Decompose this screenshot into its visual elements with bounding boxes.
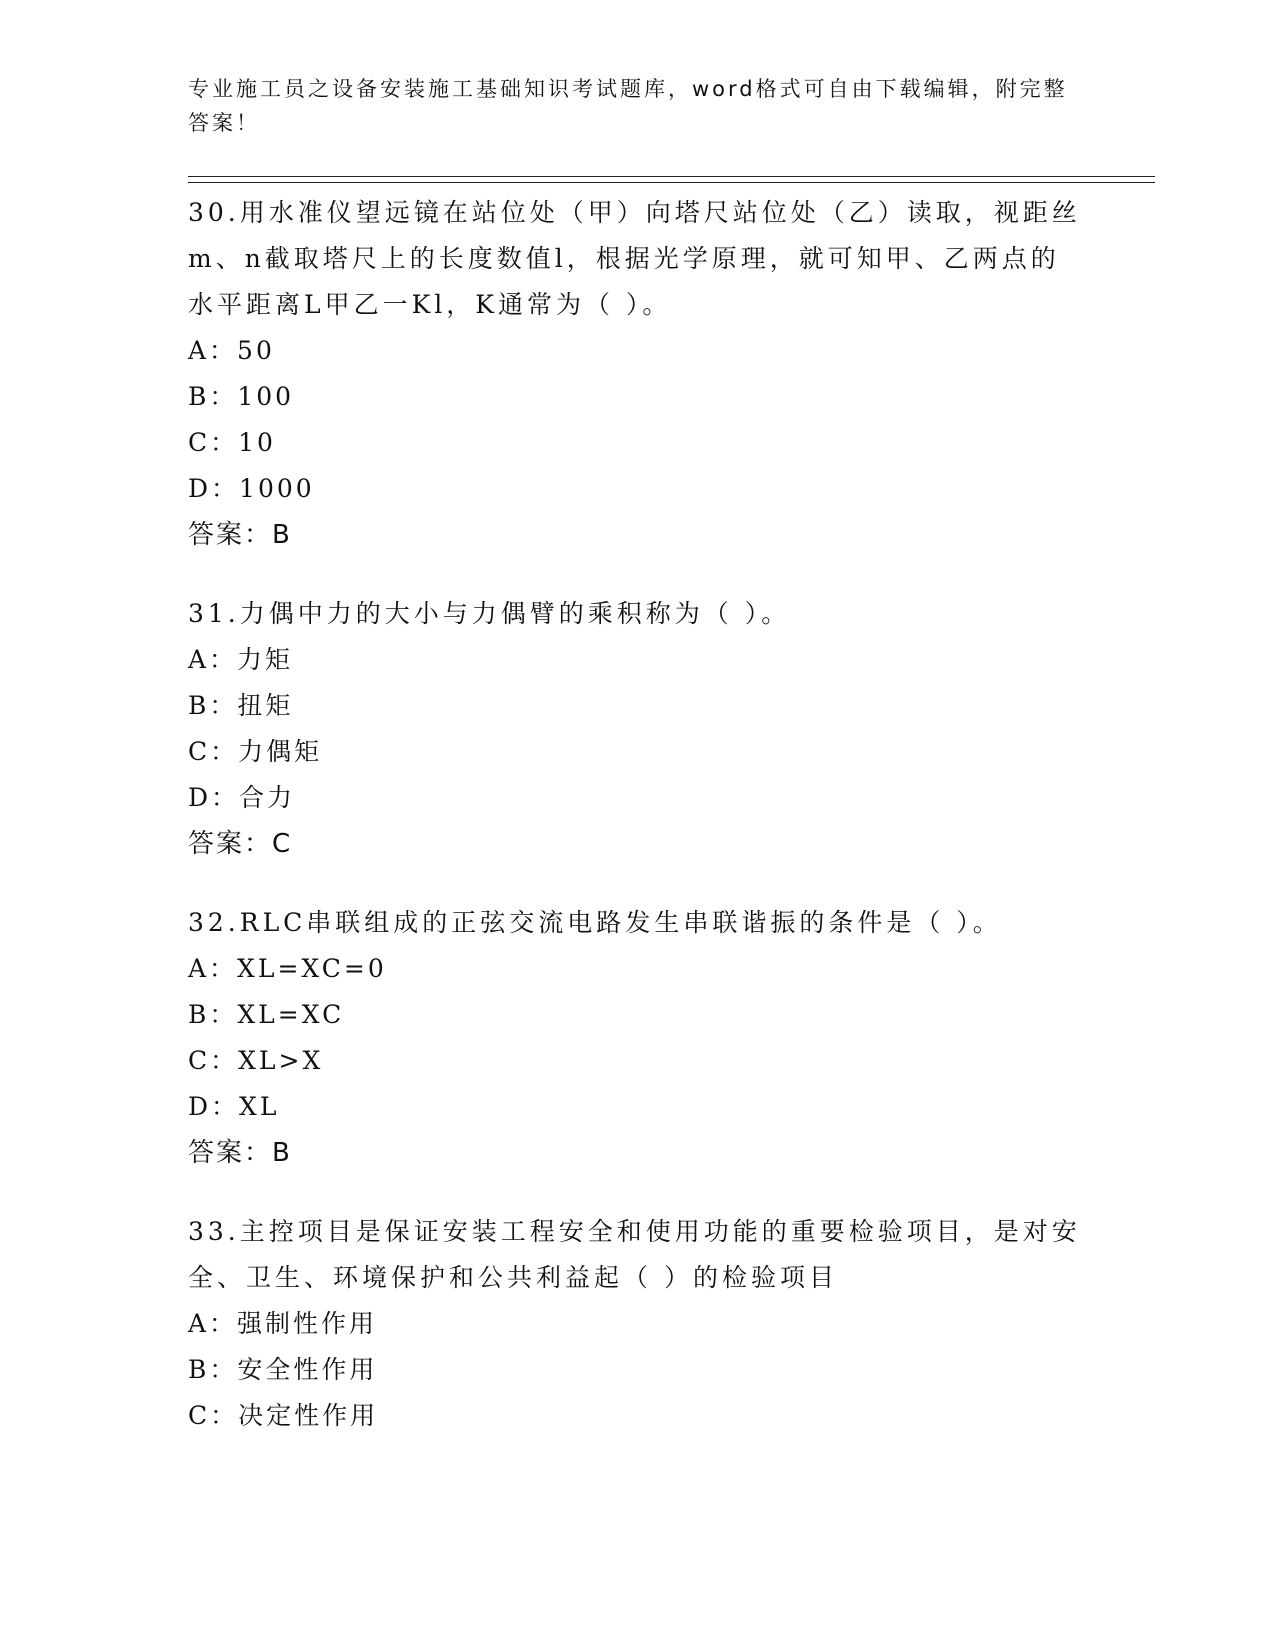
option-a: A：50	[188, 336, 275, 365]
option-c: C：10	[188, 428, 276, 457]
option-b: B：扭矩	[188, 691, 294, 720]
question-stem: 31.力偶中力的大小与力偶臂的乘积称为（ ）。	[188, 599, 791, 628]
question-list	[188, 190, 1088, 1472]
question-30	[188, 190, 1088, 558]
question-33	[188, 1209, 1088, 1439]
option-d: D：1000	[188, 474, 315, 503]
question-stem: 30.用水准仪望远镜在站位处（甲）向塔尺站位处（乙）读取，视距丝m、n截取塔尺上的长度数值l，根据光学原理，就可知甲、乙两点的水平距离L甲乙一Kl，K通常为（ ）。	[188, 198, 1081, 319]
answer-line: 答案：B	[188, 520, 292, 550]
option-b: B：100	[188, 382, 295, 411]
option-c: C：力偶矩	[188, 737, 323, 766]
option-d: D：合力	[188, 783, 296, 812]
option-b: B：XL=XC	[188, 1000, 345, 1029]
option-a: A：力矩	[188, 645, 294, 674]
option-b: B：安全性作用	[188, 1355, 378, 1384]
question-stem: 33.主控项目是保证安装工程安全和使用功能的重要检验项目，是对安全、卫生、环境保护和公共利益起（ ）的检验项目	[188, 1217, 1081, 1292]
header-divider-top	[188, 176, 1155, 177]
question-stem: 32.RLC串联组成的正弦交流电路发生串联谐振的条件是（ ）。	[188, 908, 1002, 937]
question-31	[188, 591, 1088, 867]
option-d: D：XL	[188, 1092, 280, 1121]
answer-line: 答案：B	[188, 1138, 292, 1168]
option-c: C：决定性作用	[188, 1401, 379, 1430]
answer-line: 答案：C	[188, 829, 293, 859]
option-a: A：XL=XC=0	[188, 954, 387, 983]
header-divider-bottom	[188, 182, 1155, 183]
question-32	[188, 900, 1088, 1176]
option-c: C：XL>X	[188, 1046, 324, 1075]
option-a: A：强制性作用	[188, 1309, 378, 1338]
document-header: 专业施工员之设备安装施工基础知识考试题库，word格式可自由下载编辑，附完整答案！	[188, 77, 1068, 135]
